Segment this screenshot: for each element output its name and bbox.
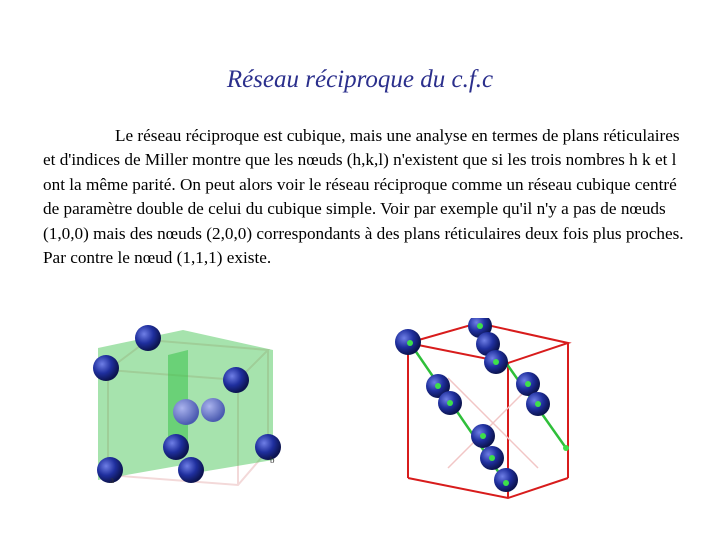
atoms <box>395 318 550 492</box>
paragraph-text: Le réseau réciproque est cubique, mais une analyse en termes de plans réticulaires et d'indices de Miller montre que les nœuds (h,k,l) n'existent que si les trois nombres h k et l ont la même parité. On peut alors voir le réseau réciproque comme un réseau cubique centré de paramètre double de celui du cubique simple. Voir par exemple qu'il n'y a pas de nœuds (1,0,0) mais des nœuds (2,0,0) correspondants à des plans réticulaires deux fois plus proches. Par contre le nœud (1,1,1) existe. <box>43 126 684 268</box>
body-paragraph <box>43 124 691 270</box>
axis-label-a: a <box>110 475 114 485</box>
atom <box>93 355 119 381</box>
fcc-planes-figure <box>88 300 288 500</box>
axis-label-b: b <box>270 455 275 465</box>
fcc-diagonal-figure <box>388 318 588 508</box>
atom <box>201 398 225 422</box>
atom <box>135 325 161 351</box>
slide-title: Réseau réciproque du c.f.c <box>226 66 494 93</box>
atom <box>255 434 281 460</box>
atom <box>178 457 204 483</box>
atom <box>163 434 189 460</box>
atom <box>223 367 249 393</box>
atom <box>173 399 199 425</box>
